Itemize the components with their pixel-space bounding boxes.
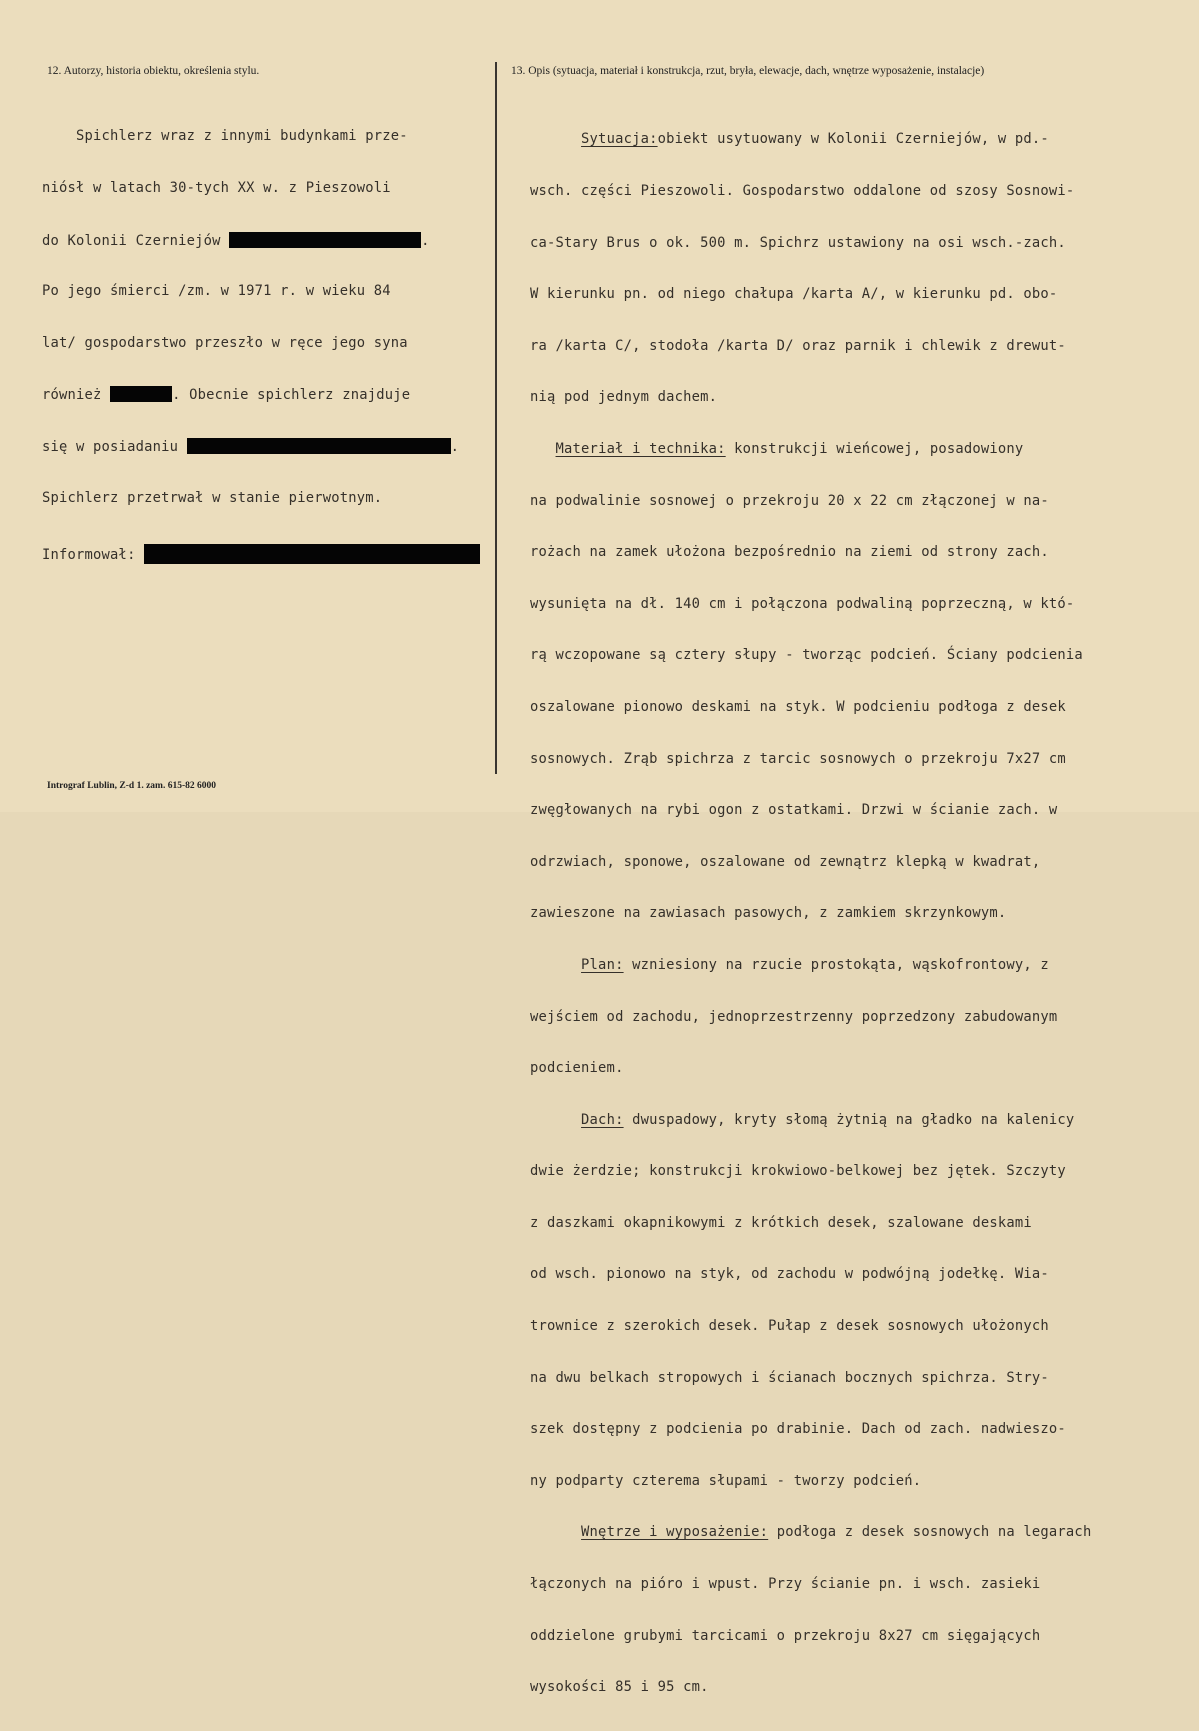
history-line: niósł w latach 30-tych XX w. z Pieszowoli <box>42 180 391 196</box>
sytuacja-heading: Sytuacja: <box>581 131 658 148</box>
redaction-bar <box>110 386 172 402</box>
description-text <box>530 97 1091 1731</box>
description-line: dwie żerdzie; konstrukcji krokwiowo-belkowej bez jętek. Szczyty <box>530 1163 1066 1180</box>
description-line: wysokości 85 i 95 cm. <box>530 1679 709 1696</box>
description-line: oszalowane pionowo deskami na styk. W podcieniu podłoga z desek <box>530 698 1066 715</box>
description-line: W kierunku pn. od niego chałupa /karta A/, w kierunku pd. obo- <box>530 286 1058 303</box>
history-line: Spichlerz wraz z innymi budynkami prze- <box>42 128 408 145</box>
description-line: rożach na zamek ułożona bezpośrednio na ziemi od strony zach. <box>530 544 1049 561</box>
description-line: Dach: dwuspadowy, kryty słomą żytnią na gładko na kalenicy <box>581 1111 1075 1128</box>
history-line: do Kolonii Czerniejów . <box>42 232 430 249</box>
description-line: wejściem od zachodu, jednoprzestrzenny poprzedzony zabudowanym <box>530 1008 1058 1025</box>
description-line: Plan: wzniesiony na rzucie prostokąta, wąskofrontowy, z <box>581 956 1049 973</box>
redaction-bar <box>144 544 480 564</box>
description-line: na dwu belkach stropowych i ścianach bocznych spichrza. Stry- <box>530 1369 1049 1386</box>
description-line: ra /karta C/, stodoła /karta D/ oraz parnik i chlewik z drewut- <box>530 337 1066 354</box>
description-line: Wnętrze i wyposażenie: podłoga z desek sosnowych na legarach <box>581 1524 1092 1541</box>
printer-imprint: Intrograf Lublin, Z-d 1. zam. 615-82 6000 <box>47 781 216 791</box>
description-line: łączonych na pióro i wpust. Przy ścianie pn. i wsch. zasieki <box>530 1576 1041 1593</box>
description-line: nią pod jednym dachem. <box>530 389 718 406</box>
description-line: ny podparty czterema słupami - tworzy podcień. <box>530 1472 922 1489</box>
description-line: ca-Stary Brus o ok. 500 m. Spichrz ustawiony na osi wsch.-zach. <box>530 234 1066 251</box>
section-13-header: 13. Opis (sytuacja, materiał i konstrukcja, rzut, bryła, elewacje, dach, wnętrze wyposażenie, instalacje) <box>511 65 985 77</box>
history-line: lat/ gospodarstwo przeszło w ręce jego syna <box>42 334 408 351</box>
history-line: również . Obecnie spichlerz znajduje <box>42 387 411 404</box>
description-line: wsch. części Pieszowoli. Gospodarstwo oddalone od szosy Sosnowi- <box>530 183 1075 199</box>
column-divider <box>495 62 497 774</box>
description-line: sosnowych. Zrąb spichrza z tarcic sosnowych o przekroju 7x27 cm <box>530 750 1066 767</box>
description-line: na podwalinie sosnowej o przekroju 20 x 22 cm złączonej w na- <box>530 492 1049 509</box>
plan-heading: Plan: <box>581 956 624 973</box>
description-line: zawieszone na zawiasach pasowych, z zamkiem skrzynkowym. <box>530 905 1007 922</box>
informant-line: Informował: <box>42 544 480 561</box>
dach-heading: Dach: <box>581 1111 624 1128</box>
description-line: odrzwiach, sponowe, oszalowane od zewnątrz klepką w kwadrat, <box>530 853 1041 870</box>
description-line: z daszkami okapnikowymi z krótkich desek, szalowane deskami <box>530 1214 1032 1231</box>
description-line: rą wczopowane są cztery słupy - tworząc podcień. Ściany podcienia <box>530 647 1083 664</box>
material-heading: Materiał i technika: <box>555 440 726 457</box>
redaction-bar <box>229 232 421 248</box>
history-line: się w posiadaniu . <box>42 438 460 455</box>
history-line: Po jego śmierci /zm. w 1971 r. w wieku 84 <box>42 283 391 300</box>
history-line: Spichlerz przetrwał w stanie pierwotnym. <box>42 489 383 506</box>
section-12-header: 12. Autorzy, historia obiektu, określenia stylu. <box>47 65 260 77</box>
description-line: szek dostępny z podcienia po drabinie. Dach od zach. nadwieszo- <box>530 1421 1066 1438</box>
description-line: Sytuacja:obiekt usytuowany w Kolonii Czerniejów, w pd.- <box>581 131 1049 148</box>
wnetrze-heading: Wnętrze i wyposażenie: <box>581 1524 769 1541</box>
description-line: zwęgłowanych na rybi ogon z ostatkami. Drzwi w ścianie zach. w <box>530 802 1058 819</box>
description-line: Materiał i technika: konstrukcji wieńcowej, posadowiony <box>555 440 1024 457</box>
description-line: podcieniem. <box>530 1060 624 1077</box>
description-line: trownice z szerokich desek. Pułap z desek sosnowych ułożonych <box>530 1318 1049 1335</box>
description-line: oddzielone grubymi tarcicami o przekroju 8x27 cm sięgających <box>530 1627 1041 1644</box>
history-text <box>42 94 480 596</box>
redaction-bar <box>187 438 451 454</box>
description-line: wysunięta na dł. 140 cm i połączona podwaliną poprzeczną, w któ- <box>530 595 1075 612</box>
description-line: od wsch. pionowo na styk, od zachodu w podwójną jodełkę. Wia- <box>530 1266 1049 1283</box>
